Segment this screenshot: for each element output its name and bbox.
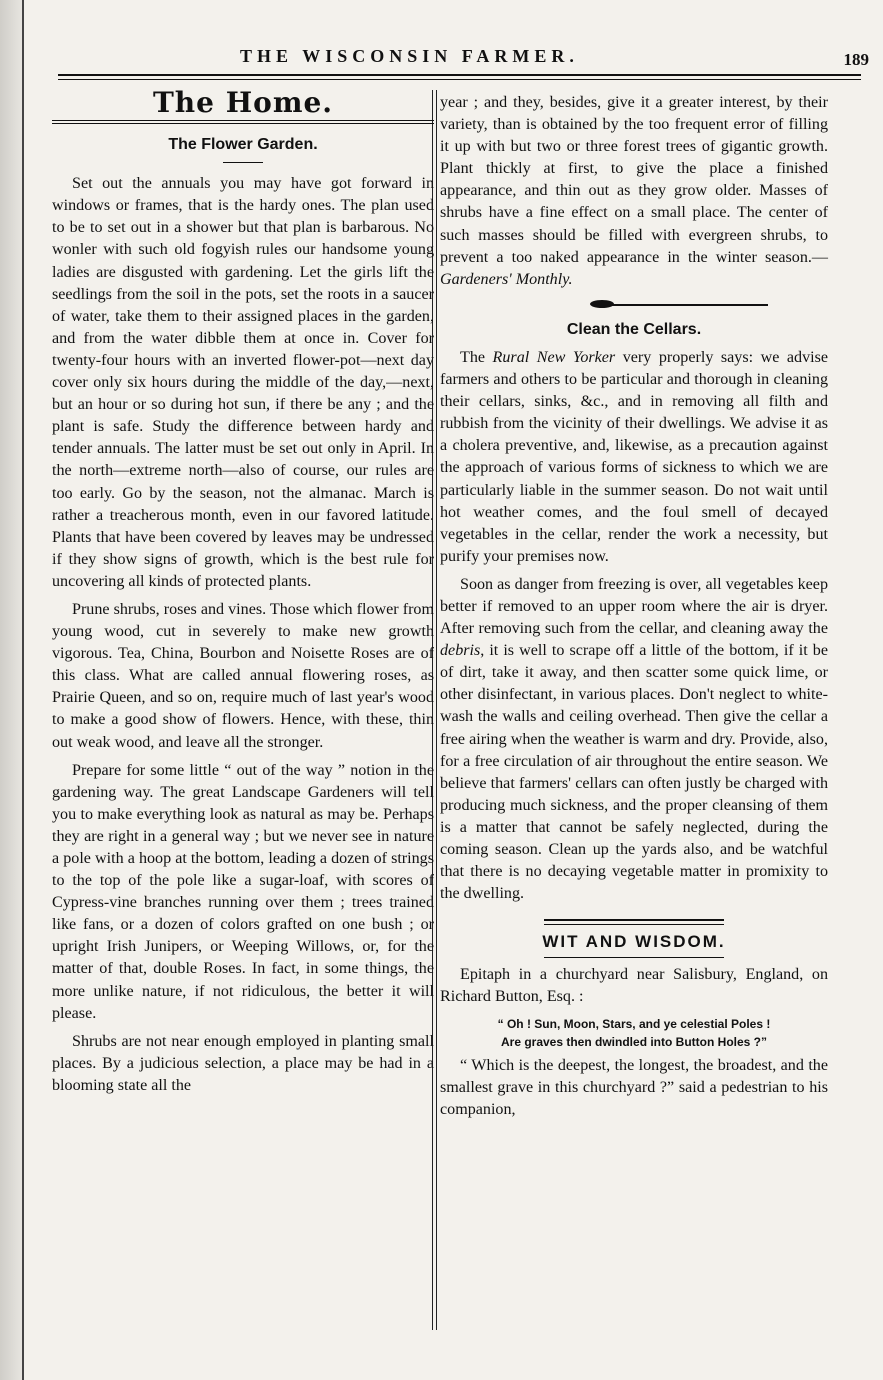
source-name: Rural New Yorker [492,348,616,366]
page-edge-line [22,0,24,1380]
paragraph: Set out the annuals you may have got forward in windows or frames, that is the hardy ones. The plan used to be to set out in a shower but that plan is barbarous. No wonler with such old fogyish rules our handsome young ladies are disgusted with gardening. Let the girls lift the seedlings from the soil in the pots, set the roots in a saucer of water, take them to their assigned places in the garden, and from the water dibble them at once in. Cover for twenty-four hours with an inverted flower-pot—next day cover only six hours during the middle of the day,—next, but an hour or so during hot sun, if there be any ; and the plant is safe. Study the difference between hardy and tender annuals. The latter must be set out only in April. In the north—extreme north—also of course, our rules are too early. Go by the season, not the almanac. March is rather a treacherous month, even in our favored latitude. Plants that have been covered by leaves may be undressed if they show signs of growth, which is the best rule for uncovering all kinds of protected plants. [52,175,434,590]
paragraph [440,574,828,905]
paragraph: Shrubs are not near enough employed in planting small places. By a judicious selection, a place may be had in a blooming state all the [52,1032,434,1094]
epitaph-line: Are graves then dwindled into Button Holes ?” [500,1034,767,1049]
section-title: The Home. [152,86,334,119]
wit-rule [544,919,724,925]
column-divider-inner [436,90,437,1330]
title-rule [223,162,263,163]
scan-margin [0,0,24,1380]
header-rule-bottom [58,79,861,80]
article-separator [440,299,828,309]
paragraph-body: very properly says: we advise farmers and others to be particular and thorough in cleaning their cellars, sinks, &c., and in removing all filth and rubbish from the vicinity of their dwellings. We advise it as a cholera preventive, and, likewise, as a precaution against the approach of various forms of sickness to which we are particularly liable in the summer season. Do not wait until hot weather comes, and the foul smell of decayed vegetables in the cellar, render the work a necessity, but purify your premises now. [440,348,828,565]
paragraph-body: , it is well to scrape off a little of the bottom, if it be of dirt, take it away, and then scatter some quick lime, or other disinfectant, in various places. Don't neglect to white-wash the walls and ceiling overhead. Then give the cellar a free airing when the weather is warm and dry. Provide, also, for a free circulation of air throughout the entire season. We believe that farmers' cellars can often justly be charged with producing much sickness, and the proper cleansing of them is a matter that cannot be safely neglected, during the coming season. Clean up the yards also, and be watchful that there is no decaying vegetable matter in promixity to the dwelling. [440,642,828,903]
running-head: THE WISCONSIN FARMER. [240,46,579,66]
article-title: Clean the Cellars. [566,320,702,338]
wit-title-rule [544,957,724,958]
right-column [440,92,828,1127]
paragraph: Prune shrubs, roses and vines. Those which flower from young wood, cut in severely to make new growth vigorous. Tea, China, Bourbon and Noisette Roses are of this class. What are called annual flowering roses, as Prairie Queen, and so on, require much of last year's wood to make a good show of flowers. Hence, with these, thin out weak wood, and leave all the stronger. [52,600,434,751]
paragraph: “ Which is the deepest, the longest, the broadest, and the smallest grave in this churchyard ?” said a pedestrian to his companion, [440,1056,828,1118]
header-rule-top [58,74,861,76]
wit-title: WIT AND WISDOM. [542,932,726,952]
source-credit: Gardeners' Monthly. [440,270,573,288]
paragraph [440,347,828,568]
paragraph: Prepare for some little “ out of the way ” notion in the gardening way. The great Landscape Gardeners will tell you to make everything look as natural as may be. Perhaps they are right in a general way ; but we never see in nature a pole with a hoop at the bottom, leading a dozen of strings to the top of the pole like a sugar-loaf, with scores of Cypress-vine branches running over them ; trees trained like fans, or a dozen of colors grafted on one bush ; or upright Irish Junipers, or Weeping Willows, or, for the matter of that, double Roses. In fact, in some things, the more unlike nature, if not ridiculous, the better it will please. [52,761,434,1022]
section-title-rule [52,120,434,124]
epitaph-line: “ Oh ! Sun, Moon, Stars, and ye celestial Poles ! [497,1016,771,1031]
epitaph-verse [440,1015,828,1051]
italic-word: debris [440,642,481,660]
separator-line [610,304,768,306]
paragraph-continuation [440,92,828,291]
paragraph-lead: Soon as danger from freezing is over, all vegetables keep better if removed to an upper room where the air is dryer. After removing such from the cellar, and cleaning away the [440,575,828,638]
left-column [52,86,434,1103]
page-number: 189 [843,50,869,69]
paragraph-lead: The [460,348,493,366]
continuation-text: year ; and they, besides, give it a greater interest, by their variety, than is obtained by the too frequent error of filling it up with but two or three forest trees of gigantic growth. Plant thickly at first, to give the place a finished appearance, and thin out as they grow older. Masses of shrubs have a fine effect on a small place. The center of such masses should be filled with evergreen shrubs, to prevent a too naked appearance in the winter season.— [440,94,828,266]
paragraph: Epitaph in a churchyard near Salisbury, England, on Richard Button, Esq. : [440,966,828,1006]
newspaper-page [30,0,875,1380]
article-title: The Flower Garden. [168,136,318,154]
